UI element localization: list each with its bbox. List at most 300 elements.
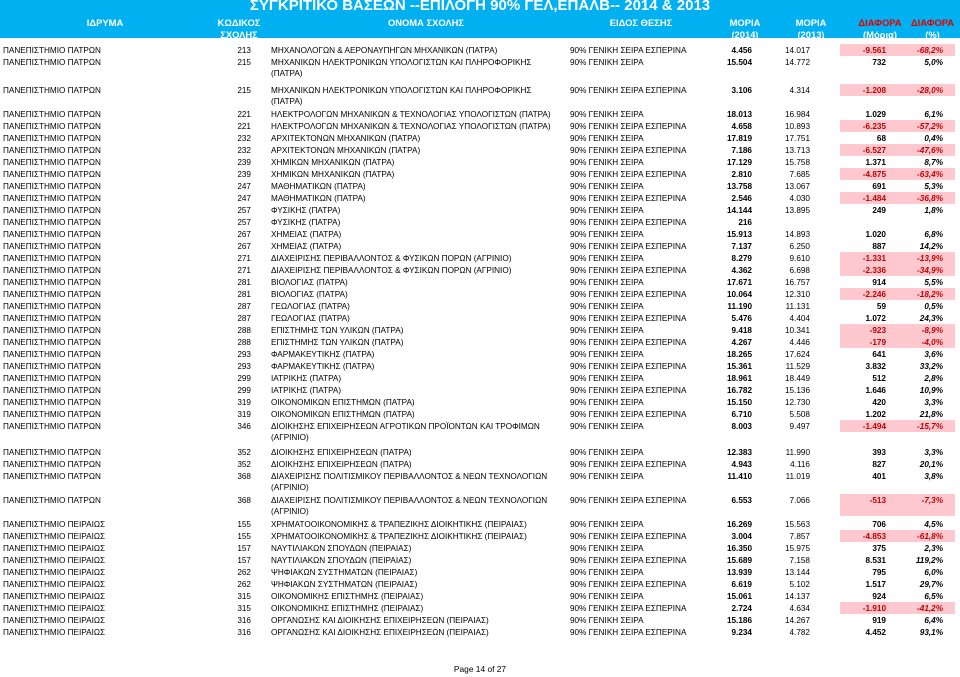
cell-inst: ΠΑΝΕΠΙΣΤΗΜΙΟ ΠΑΤΡΩΝ — [3, 496, 101, 505]
cell-exam: 90% ΓΕΝΙΚΗ ΣΕΙΡΑ — [570, 278, 644, 287]
cell-diff: 375 — [872, 544, 886, 553]
cell-diff: 1.029 — [865, 110, 886, 119]
cell-m13: 17.624 — [784, 350, 810, 359]
cell-m13: 15.563 — [784, 520, 810, 529]
cell-exam: 90% ΓΕΝΙΚΗ ΣΕΙΡΑ — [570, 110, 644, 119]
cell-pct: -61,8% — [917, 532, 943, 541]
cell-inst: ΠΑΝΕΠΙΣΤΗΜΙΟ ΠΑΤΡΩΝ — [3, 158, 101, 167]
cell-m13: 6.250 — [789, 242, 810, 251]
cell-m13: 4.030 — [789, 194, 810, 203]
cell-inst: ΠΑΝΕΠΙΣΤΗΜΙΟ ΠΑΤΡΩΝ — [3, 86, 101, 95]
cell-diff: -179 — [869, 338, 886, 347]
cell-code: 257 — [237, 206, 251, 215]
table-row — [0, 603, 960, 615]
cell-code: 288 — [237, 338, 251, 347]
cell-code: 315 — [237, 592, 251, 601]
cell-name: ΝΑΥΤΙΛΙΑΚΩΝ ΣΠΟΥΔΩΝ (ΠΕΙΡΑΙΑΣ) — [271, 556, 412, 565]
cell-code: 315 — [237, 604, 251, 613]
cell-code: 287 — [237, 314, 251, 323]
cell-m13: 9.497 — [789, 422, 810, 431]
cell-pct: 10,9% — [919, 386, 943, 395]
cell-pct: 5,3% — [924, 182, 943, 191]
cell-pct: -63,4% — [917, 170, 943, 179]
cell-m14: 6.619 — [731, 580, 752, 589]
cell-exam: 90% ΓΕΝΙΚΗ ΣΕΙΡΑ ΕΣΠΕΡΙΝΑ — [570, 290, 687, 299]
cell-inst: ΠΑΝΕΠΙΣΤΗΜΙΟ ΠΑΤΡΩΝ — [3, 422, 101, 431]
cell-exam: 90% ΓΕΝΙΚΗ ΣΕΙΡΑ ΕΣΠΕΡΙΝΑ — [570, 46, 687, 55]
cell-m14: 13.939 — [726, 568, 752, 577]
cell-exam: 90% ΓΕΝΙΚΗ ΣΕΙΡΑ — [570, 254, 644, 263]
table-row — [0, 121, 960, 133]
cell-name: ΨΗΦΙΑΚΩΝ ΣΥΣΤΗΜΑΤΩΝ (ΠΕΙΡΑΙΑΣ) — [271, 568, 418, 577]
cell-name: ΓΕΩΛΟΓΙΑΣ (ΠΑΤΡΑ) — [271, 314, 350, 323]
cell-m14: 15.504 — [726, 58, 752, 67]
cell-m13: 11.019 — [785, 472, 810, 481]
cell-m14: 4.943 — [731, 460, 752, 469]
cell-exam: 90% ΓΕΝΙΚΗ ΣΕΙΡΑ — [570, 544, 644, 553]
cell-inst: ΠΑΝΕΠΙΣΤΗΜΙΟ ΠΑΤΡΩΝ — [3, 242, 101, 251]
cell-m13: 18.449 — [784, 374, 810, 383]
cell-exam: 90% ΓΕΝΙΚΗ ΣΕΙΡΑ ΕΣΠΕΡΙΝΑ — [570, 314, 687, 323]
cell-exam: 90% ΓΕΝΙΚΗ ΣΕΙΡΑ — [570, 58, 644, 67]
cell-m13: 4.404 — [789, 314, 810, 323]
cell-m14: 17.671 — [726, 278, 752, 287]
page-title: ΣΥΓΚΡΙΤΙΚΟ ΒΑΣΕΩΝ --ΕΠΙΛΟΓΗ 90% ΓΕΛ,ΕΠΑΛΒ-- 2014 & 2013 — [249, 0, 711, 14]
cell-inst: ΠΑΝΕΠΙΣΤΗΜΙΟ ΠΑΤΡΩΝ — [3, 230, 101, 239]
cell-m14: 18.013 — [726, 110, 752, 119]
cell-name: ΔΙΑΧΕΙΡΙΣΗΣ ΠΟΛΙΤΙΣΜΙΚΟΥ ΠΕΡΙΒΑΛΛΟΝΤΟΣ & ΝΕΩΝ ΤΕΧΝΟΛΟΓΙΩΝ (ΑΓΡΙΝΙΟ) — [271, 496, 548, 516]
cell-diff: -1.910 — [862, 604, 886, 613]
cell-inst: ΠΑΝΕΠΙΣΤΗΜΙΟ ΠΑΤΡΩΝ — [3, 302, 101, 311]
cell-code: 213 — [237, 46, 251, 55]
cell-m14: 2.724 — [731, 604, 752, 613]
cell-m14: 16.782 — [726, 386, 752, 395]
table-row — [0, 591, 960, 603]
cell-name: ΔΙΟΙΚΗΣΗΣ ΕΠΙΧΕΙΡΗΣΕΩΝ (ΠΑΤΡΑ) — [271, 448, 412, 457]
cell-exam: 90% ΓΕΝΙΚΗ ΣΕΙΡΑ ΕΣΠΕΡΙΝΑ — [570, 170, 687, 179]
table-row — [0, 471, 960, 492]
header-code-line2: ΣΧΟΛΗΣ — [220, 29, 258, 40]
cell-m14: 10.064 — [726, 290, 752, 299]
cell-inst: ΠΑΝΕΠΙΣΤΗΜΙΟ ΠΑΤΡΩΝ — [3, 46, 101, 55]
cell-pct: -47,6% — [917, 146, 943, 155]
cell-pct: 3,3% — [924, 398, 943, 407]
cell-exam: 90% ΓΕΝΙΚΗ ΣΕΙΡΑ ΕΣΠΕΡΙΝΑ — [570, 580, 687, 589]
cell-m13: 5.102 — [789, 580, 810, 589]
cell-m13: 7.685 — [789, 170, 810, 179]
cell-m13: 7.158 — [789, 556, 810, 565]
cell-m13: 15.758 — [784, 158, 810, 167]
cell-m13: 14.772 — [784, 58, 810, 67]
cell-diff: -1.208 — [862, 86, 886, 95]
cell-diff: 1.371 — [865, 158, 886, 167]
table-row — [0, 531, 960, 543]
cell-exam: 90% ΓΕΝΙΚΗ ΣΕΙΡΑ — [570, 182, 644, 191]
cell-pct: -68,2% — [917, 46, 943, 55]
header-pct-line1: ΔΙΑΦΟΡΑ — [910, 17, 955, 28]
cell-inst: ΠΑΝΕΠΙΣΤΗΜΙΟ ΠΑΤΡΩΝ — [3, 448, 101, 457]
cell-name: ΧΗΜΙΚΩΝ ΜΗΧΑΝΙΚΩΝ (ΠΑΤΡΑ) — [271, 170, 395, 179]
cell-inst: ΠΑΝΕΠΙΣΤΗΜΙΟ ΠΑΤΡΩΝ — [3, 326, 101, 335]
table-row — [0, 373, 960, 385]
cell-inst: ΠΑΝΕΠΙΣΤΗΜΙΟ ΠΕΙΡΑΙΩΣ — [3, 520, 106, 529]
cell-inst: ΠΑΝΕΠΙΣΤΗΜΙΟ ΠΑΤΡΩΝ — [3, 110, 101, 119]
cell-m13: 16.984 — [784, 110, 810, 119]
cell-name: ΦΑΡΜΑΚΕΥΤΙΚΗΣ (ΠΑΤΡΑ) — [271, 350, 375, 359]
cell-m14: 4.658 — [731, 122, 752, 131]
cell-code: 288 — [237, 326, 251, 335]
cell-inst: ΠΑΝΕΠΙΣΤΗΜΙΟ ΠΕΙΡΑΙΩΣ — [3, 604, 106, 613]
cell-diff: 8.531 — [865, 556, 886, 565]
cell-inst: ΠΑΝΕΠΙΣΤΗΜΙΟ ΠΑΤΡΩΝ — [3, 460, 101, 469]
cell-name: ΗΛΕΚΤΡΟΛΟΓΩΝ ΜΗΧΑΝΙΚΩΝ & ΤΕΧΝΟΛΟΓΙΑΣ ΥΠΟΛΟΓΙΣΤΩΝ (ΠΑΤΡΑ) — [271, 122, 551, 131]
cell-code: 155 — [237, 532, 251, 541]
cell-code: 281 — [237, 290, 251, 299]
cell-pct: -28,0% — [917, 86, 943, 95]
cell-name: ΔΙΑΧΕΙΡΙΣΗΣ ΠΕΡΙΒΑΛΛΟΝΤΟΣ & ΦΥΣΙΚΩΝ ΠΟΡΩΝ (ΑΓΡΙΝΙΟ) — [271, 266, 512, 275]
table-row — [0, 193, 960, 205]
cell-name: ΜΗΧΑΝΙΚΩΝ ΗΛΕΚΤΡΟΝΙΚΩΝ ΥΠΟΛΟΓΙΣΤΩΝ ΚΑΙ ΠΛΗΡΟΦΟΡΙΚΗΣ (ΠΑΤΡΑ) — [271, 58, 532, 78]
cell-exam: 90% ΓΕΝΙΚΗ ΣΕΙΡΑ ΕΣΠΕΡΙΝΑ — [570, 460, 687, 469]
cell-diff: 512 — [872, 374, 886, 383]
header-institution: ΙΔΡΥΜΑ — [86, 17, 124, 28]
cell-code: 316 — [237, 628, 251, 637]
cell-diff: 732 — [872, 58, 886, 67]
cell-name: ΦΑΡΜΑΚΕΥΤΙΚΗΣ (ΠΑΤΡΑ) — [271, 362, 375, 371]
table-row — [0, 615, 960, 627]
cell-pct: 3,8% — [924, 472, 943, 481]
cell-name: ΔΙΟΙΚΗΣΗΣ ΕΠΙΧΕΙΡΗΣΕΩΝ ΑΓΡΟΤΙΚΩΝ ΠΡΟΪΟΝΤΩΝ ΚΑΙ ΤΡΟΦΙΜΩΝ (ΑΓΡΙΝΙΟ) — [271, 422, 540, 442]
cell-code: 346 — [237, 422, 251, 431]
cell-m14: 7.137 — [731, 242, 752, 251]
cell-pct: -4,0% — [921, 338, 943, 347]
cell-inst: ΠΑΝΕΠΙΣΤΗΜΙΟ ΠΑΤΡΩΝ — [3, 350, 101, 359]
header-diff-line1: ΔΙΑΦΟΡΑ — [858, 17, 902, 28]
cell-m14: 2.810 — [731, 170, 752, 179]
cell-m14: 4.362 — [731, 266, 752, 275]
cell-diff: 1.020 — [865, 230, 886, 239]
cell-m13: 15.975 — [784, 544, 810, 553]
cell-pct: -36,8% — [917, 194, 943, 203]
table-row — [0, 627, 960, 639]
cell-m14: 12.383 — [726, 448, 752, 457]
cell-code: 271 — [237, 254, 251, 263]
cell-code: 299 — [237, 374, 251, 383]
header-m13-line1: ΜΟΡΙΑ — [795, 17, 827, 28]
cell-m13: 15.136 — [784, 386, 810, 395]
table-row — [0, 229, 960, 241]
cell-pct: 21,8% — [919, 410, 943, 419]
cell-diff: -6.527 — [862, 146, 886, 155]
cell-exam: 90% ΓΕΝΙΚΗ ΣΕΙΡΑ — [570, 592, 644, 601]
cell-inst: ΠΑΝΕΠΙΣΤΗΜΙΟ ΠΑΤΡΩΝ — [3, 398, 101, 407]
cell-exam: 90% ΓΕΝΙΚΗ ΣΕΙΡΑ — [570, 448, 644, 457]
cell-pct: 24,3% — [919, 314, 943, 323]
cell-code: 157 — [237, 544, 251, 553]
cell-m13: 7.857 — [789, 532, 810, 541]
cell-pct: -34,9% — [917, 266, 943, 275]
cell-exam: 90% ΓΕΝΙΚΗ ΣΕΙΡΑ — [570, 568, 644, 577]
table-row — [0, 385, 960, 397]
table-row — [0, 133, 960, 145]
cell-name: ΝΑΥΤΙΛΙΑΚΩΝ ΣΠΟΥΔΩΝ (ΠΕΙΡΑΙΑΣ) — [271, 544, 412, 553]
cell-name: ΒΙΟΛΟΓΙΑΣ (ΠΑΤΡΑ) — [271, 290, 348, 299]
cell-code: 267 — [237, 242, 251, 251]
header-m14-line1: ΜΟΡΙΑ — [729, 17, 761, 28]
table-row — [0, 543, 960, 555]
cell-pct: -8,9% — [921, 326, 943, 335]
table-row — [0, 313, 960, 325]
cell-code: 262 — [237, 568, 251, 577]
cell-exam: 90% ΓΕΝΙΚΗ ΣΕΙΡΑ — [570, 326, 644, 335]
cell-m13: 12.730 — [784, 398, 810, 407]
table-header — [0, 0, 960, 38]
table-row — [0, 459, 960, 471]
cell-m14: 11.190 — [727, 302, 752, 311]
cell-inst: ΠΑΝΕΠΙΣΤΗΜΙΟ ΠΑΤΡΩΝ — [3, 278, 101, 287]
cell-diff: 3.832 — [865, 362, 886, 371]
cell-exam: 90% ΓΕΝΙΚΗ ΣΕΙΡΑ ΕΣΠΕΡΙΝΑ — [570, 146, 687, 155]
cell-name: ΔΙΑΧΕΙΡΙΣΗΣ ΠΕΡΙΒΑΛΛΟΝΤΟΣ & ΦΥΣΙΚΩΝ ΠΟΡΩΝ (ΑΓΡΙΝΙΟ) — [271, 254, 512, 263]
cell-name: ΙΑΤΡΙΚΗΣ (ΠΑΤΡΑ) — [271, 386, 342, 395]
table-row — [0, 205, 960, 217]
cell-m13: 7.066 — [789, 496, 810, 505]
table-row — [0, 145, 960, 157]
table-row — [0, 361, 960, 373]
cell-name: ΟΙΚΟΝΟΜΙΚΗΣ ΕΠΙΣΤΗΜΗΣ (ΠΕΙΡΑΙΑΣ) — [271, 592, 424, 601]
cell-name: ΜΑΘΗΜΑΤΙΚΩΝ (ΠΑΤΡΑ) — [271, 182, 366, 191]
table-row — [0, 217, 960, 229]
cell-diff: 795 — [872, 568, 886, 577]
cell-inst: ΠΑΝΕΠΙΣΤΗΜΙΟ ΠΑΤΡΩΝ — [3, 386, 101, 395]
cell-pct: 5,5% — [924, 278, 943, 287]
cell-inst: ΠΑΝΕΠΙΣΤΗΜΙΟ ΠΑΤΡΩΝ — [3, 218, 101, 227]
cell-pct: 0,4% — [924, 134, 943, 143]
cell-m13: 4.116 — [790, 460, 810, 469]
cell-diff: 641 — [872, 350, 886, 359]
cell-inst: ΠΑΝΕΠΙΣΤΗΜΙΟ ΠΑΤΡΩΝ — [3, 362, 101, 371]
cell-diff: -2.246 — [862, 290, 886, 299]
cell-code: 239 — [237, 158, 251, 167]
cell-m13: 9.610 — [789, 254, 810, 263]
table-row — [0, 301, 960, 313]
table-row — [0, 579, 960, 591]
cell-m13: 14.893 — [784, 230, 810, 239]
cell-diff: 401 — [872, 472, 886, 481]
cell-inst: ΠΑΝΕΠΙΣΤΗΜΙΟ ΠΑΤΡΩΝ — [3, 254, 101, 263]
cell-pct: -13,9% — [917, 254, 943, 263]
cell-diff: -9.561 — [862, 46, 886, 55]
cell-code: 352 — [237, 448, 251, 457]
cell-m14: 15.150 — [726, 398, 752, 407]
cell-code: 271 — [237, 266, 251, 275]
cell-inst: ΠΑΝΕΠΙΣΤΗΜΙΟ ΠΑΤΡΩΝ — [3, 58, 101, 67]
cell-m14: 3.004 — [731, 532, 752, 541]
cell-m14: 5.476 — [731, 314, 752, 323]
cell-pct: 20,1% — [919, 460, 943, 469]
cell-diff: -4.853 — [862, 532, 886, 541]
cell-name: ΧΗΜΙΚΩΝ ΜΗΧΑΝΙΚΩΝ (ΠΑΤΡΑ) — [271, 158, 395, 167]
cell-diff: 59 — [876, 302, 886, 311]
cell-m14: 15.913 — [726, 230, 752, 239]
table-row — [0, 57, 960, 78]
cell-code: 262 — [237, 580, 251, 589]
header-code-line1: ΚΩΔΙΚΟΣ — [217, 17, 261, 28]
cell-exam: 90% ΓΕΝΙΚΗ ΣΕΙΡΑ ΕΣΠΕΡΙΝΑ — [570, 628, 687, 637]
cell-name: ΧΗΜΕΙΑΣ (ΠΑΤΡΑ) — [271, 242, 342, 251]
cell-exam: 90% ΓΕΝΙΚΗ ΣΕΙΡΑ ΕΣΠΕΡΙΝΑ — [570, 556, 687, 565]
cell-exam: 90% ΓΕΝΙΚΗ ΣΕΙΡΑ ΕΣΠΕΡΙΝΑ — [570, 266, 687, 275]
cell-code: 267 — [237, 230, 251, 239]
table-row — [0, 349, 960, 361]
cell-inst: ΠΑΝΕΠΙΣΤΗΜΙΟ ΠΕΙΡΑΙΩΣ — [3, 532, 106, 541]
cell-name: ΟΙΚΟΝΟΜΙΚΩΝ ΕΠΙΣΤΗΜΩΝ (ΠΑΤΡΑ) — [271, 410, 415, 419]
table-row — [0, 277, 960, 289]
cell-code: 221 — [237, 110, 251, 119]
cell-code: 247 — [237, 194, 251, 203]
cell-exam: 90% ΓΕΝΙΚΗ ΣΕΙΡΑ — [570, 230, 644, 239]
header-m13-line2: (2013) — [797, 29, 825, 40]
cell-m14: 8.279 — [731, 254, 752, 263]
cell-code: 157 — [237, 556, 251, 565]
cell-exam: 90% ΓΕΝΙΚΗ ΣΕΙΡΑ — [570, 302, 644, 311]
table-row — [0, 169, 960, 181]
cell-code: 287 — [237, 302, 251, 311]
cell-m13: 16.757 — [784, 278, 810, 287]
table-row — [0, 447, 960, 459]
cell-code: 232 — [237, 146, 251, 155]
cell-inst: ΠΑΝΕΠΙΣΤΗΜΙΟ ΠΑΤΡΩΝ — [3, 314, 101, 323]
cell-pct: -41,2% — [917, 604, 943, 613]
cell-inst: ΠΑΝΕΠΙΣΤΗΜΙΟ ΠΕΙΡΑΙΩΣ — [3, 568, 106, 577]
cell-m13: 4.314 — [789, 86, 810, 95]
cell-pct: -18,2% — [917, 290, 943, 299]
table-row — [0, 45, 960, 57]
cell-inst: ΠΑΝΕΠΙΣΤΗΜΙΟ ΠΑΤΡΩΝ — [3, 410, 101, 419]
cell-exam: 90% ΓΕΝΙΚΗ ΣΕΙΡΑ ΕΣΠΕΡΙΝΑ — [570, 362, 687, 371]
table-row — [0, 109, 960, 121]
cell-inst: ΠΑΝΕΠΙΣΤΗΜΙΟ ΠΑΤΡΩΝ — [3, 206, 101, 215]
cell-m13: 13.895 — [784, 206, 810, 215]
table-row — [0, 85, 960, 106]
cell-m14: 216 — [738, 218, 752, 227]
cell-name: ΧΡΗΜΑΤΟΟΙΚΟΝΟΜΙΚΗΣ & ΤΡΑΠΕΖΙΚΗΣ ΔΙΟΙΚΗΤΙΚΗΣ (ΠΕΙΡΑΙΑΣ) — [271, 532, 527, 541]
cell-inst: ΠΑΝΕΠΙΣΤΗΜΙΟ ΠΕΙΡΑΙΩΣ — [3, 592, 106, 601]
header-diff-line2: (Μόρια) — [863, 29, 897, 40]
cell-exam: 90% ΓΕΝΙΚΗ ΣΕΙΡΑ ΕΣΠΕΡΙΝΑ — [570, 86, 687, 95]
cell-inst: ΠΑΝΕΠΙΣΤΗΜΙΟ ΠΑΤΡΩΝ — [3, 374, 101, 383]
cell-name: ΔΙΑΧΕΙΡΙΣΗΣ ΠΟΛΙΤΙΣΜΙΚΟΥ ΠΕΡΙΒΑΛΛΟΝΤΟΣ & ΝΕΩΝ ΤΕΧΝΟΛΟΓΙΩΝ (ΑΓΡΙΝΙΟ) — [271, 472, 548, 492]
cell-m14: 3.106 — [731, 86, 752, 95]
table-row — [0, 495, 960, 519]
cell-diff: 420 — [872, 398, 886, 407]
cell-code: 299 — [237, 386, 251, 395]
cell-diff: 924 — [872, 592, 886, 601]
cell-code: 215 — [237, 86, 251, 95]
table-row — [0, 253, 960, 265]
cell-exam: 90% ΓΕΝΙΚΗ ΣΕΙΡΑ — [570, 134, 644, 143]
cell-code: 232 — [237, 134, 251, 143]
cell-inst: ΠΑΝΕΠΙΣΤΗΜΙΟ ΠΑΤΡΩΝ — [3, 194, 101, 203]
table-row — [0, 337, 960, 349]
cell-code: 293 — [237, 362, 251, 371]
cell-exam: 90% ΓΕΝΙΚΗ ΣΕΙΡΑ ΕΣΠΕΡΙΝΑ — [570, 218, 687, 227]
cell-name: ΜΗΧΑΝΟΛΟΓΩΝ & ΑΕΡΟΝΑΥΠΗΓΩΝ ΜΗΧΑΝΙΚΩΝ (ΠΑΤΡΑ) — [271, 46, 498, 55]
table-row — [0, 555, 960, 567]
cell-m14: 18.961 — [726, 374, 752, 383]
cell-m14: 17.129 — [726, 158, 752, 167]
header-m14-line2: (2014) — [731, 29, 759, 40]
cell-name: ΓΕΩΛΟΓΙΑΣ (ΠΑΤΡΑ) — [271, 302, 350, 311]
cell-name: ΔΙΟΙΚΗΣΗΣ ΕΠΙΧΕΙΡΗΣΕΩΝ (ΠΑΤΡΑ) — [271, 460, 412, 469]
cell-code: 319 — [237, 398, 251, 407]
cell-m14: 18.265 — [726, 350, 752, 359]
cell-exam: 90% ΓΕΝΙΚΗ ΣΕΙΡΑ ΕΣΠΕΡΙΝΑ — [570, 194, 687, 203]
cell-pct: 14,2% — [919, 242, 943, 251]
cell-pct: 3,6% — [924, 350, 943, 359]
page-footer: Page 14 of 27 — [453, 664, 507, 674]
cell-pct: 8,7% — [924, 158, 943, 167]
cell-pct: 6,5% — [924, 592, 943, 601]
cell-code: 257 — [237, 218, 251, 227]
cell-m14: 13.758 — [726, 182, 752, 191]
cell-inst: ΠΑΝΕΠΙΣΤΗΜΙΟ ΠΕΙΡΑΙΩΣ — [3, 616, 106, 625]
cell-inst: ΠΑΝΕΠΙΣΤΗΜΙΟ ΠΕΙΡΑΙΩΣ — [3, 544, 106, 553]
cell-m14: 9.418 — [731, 326, 752, 335]
cell-name: ΙΑΤΡΙΚΗΣ (ΠΑΤΡΑ) — [271, 374, 342, 383]
cell-m13: 10.893 — [784, 122, 810, 131]
cell-inst: ΠΑΝΕΠΙΣΤΗΜΙΟ ΠΑΤΡΩΝ — [3, 170, 101, 179]
cell-m14: 9.234 — [731, 628, 752, 637]
table-row — [0, 421, 960, 442]
cell-exam: 90% ΓΕΝΙΚΗ ΣΕΙΡΑ ΕΣΠΕΡΙΝΑ — [570, 410, 687, 419]
cell-inst: ΠΑΝΕΠΙΣΤΗΜΙΟ ΠΑΤΡΩΝ — [3, 134, 101, 143]
cell-inst: ΠΑΝΕΠΙΣΤΗΜΙΟ ΠΑΤΡΩΝ — [3, 266, 101, 275]
cell-name: ΒΙΟΛΟΓΙΑΣ (ΠΑΤΡΑ) — [271, 278, 348, 287]
table-row — [0, 157, 960, 169]
table-row — [0, 265, 960, 277]
cell-code: 319 — [237, 410, 251, 419]
cell-name: ΦΥΣΙΚΗΣ (ΠΑΤΡΑ) — [271, 218, 341, 227]
cell-exam: 90% ΓΕΝΙΚΗ ΣΕΙΡΑ ΕΣΠΕΡΙΝΑ — [570, 242, 687, 251]
cell-pct: 5,0% — [924, 58, 943, 67]
table-row — [0, 567, 960, 579]
header-exam: ΕΙΔΟΣ ΘΕΣΗΣ — [609, 17, 673, 28]
cell-pct: 6,8% — [924, 230, 943, 239]
cell-m13: 4.634 — [789, 604, 810, 613]
cell-diff: 887 — [872, 242, 886, 251]
cell-pct: -15,7% — [917, 422, 943, 431]
cell-diff: -923 — [869, 326, 886, 335]
cell-exam: 90% ΓΕΝΙΚΗ ΣΕΙΡΑ — [570, 398, 644, 407]
cell-m13: 5.508 — [789, 410, 810, 419]
cell-diff: 393 — [872, 448, 886, 457]
cell-diff: 1.646 — [865, 386, 886, 395]
cell-m14: 16.269 — [726, 520, 752, 529]
cell-name: ΟΡΓΑΝΩΣΗΣ ΚΑΙ ΔΙΟΙΚΗΣΗΣ ΕΠΙΧΕΙΡΗΣΕΩΝ (ΠΕΙΡΑΙΑΣ) — [271, 616, 489, 625]
cell-diff: -4.875 — [862, 170, 886, 179]
cell-code: 221 — [237, 122, 251, 131]
cell-pct: 33,2% — [919, 362, 943, 371]
cell-exam: 90% ΓΕΝΙΚΗ ΣΕΙΡΑ — [570, 206, 644, 215]
cell-code: 293 — [237, 350, 251, 359]
cell-exam: 90% ΓΕΝΙΚΗ ΣΕΙΡΑ — [570, 422, 644, 431]
cell-exam: 90% ΓΕΝΙΚΗ ΣΕΙΡΑ — [570, 616, 644, 625]
cell-exam: 90% ΓΕΝΙΚΗ ΣΕΙΡΑ — [570, 158, 644, 167]
cell-m14: 14.144 — [726, 206, 752, 215]
cell-m13: 13.144 — [784, 568, 810, 577]
cell-pct: -7,3% — [921, 496, 943, 505]
